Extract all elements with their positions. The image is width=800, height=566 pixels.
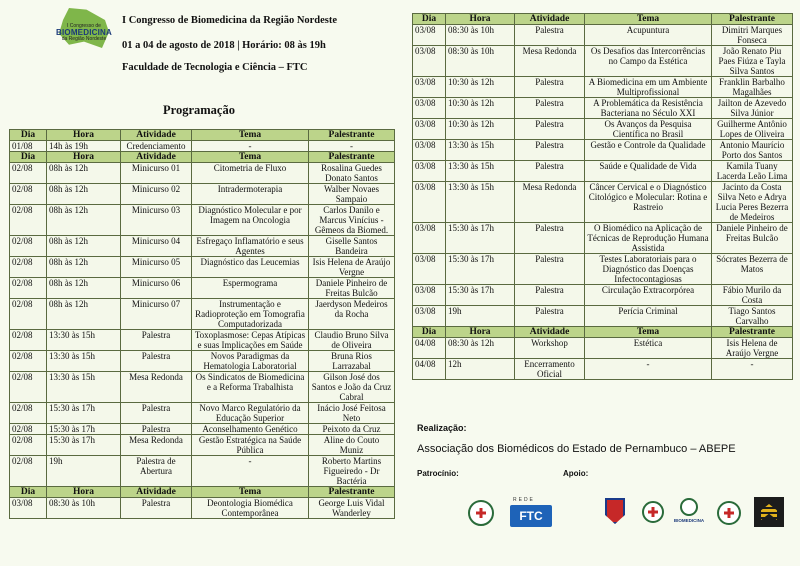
schedule-table-left [9,129,395,519]
cell-palestrante: George Luis Vidal Wanderley [309,498,395,519]
cell-tema: Câncer Cervical e o Diagnóstico Citológico e Molecular: Rotina e Rastreio [585,182,712,223]
cell-dia: 02/08 [10,435,47,456]
abepe-logo-text: BIOMEDICINA [673,518,705,523]
cell-tema: Gestão Estratégica na Saúde Pública [192,435,309,456]
cell-tema: Diagnóstico Molecular e por Imagem na Oncologia [192,205,309,236]
cell-atividade: Palestra [121,403,192,424]
cell-tema: Acupuntura [585,25,712,46]
cell-dia: 03/08 [413,306,446,327]
cell-palestrante: Franklin Barbalho Magalhães [712,77,793,98]
cell-dia: 02/08 [10,456,47,487]
logo-line-3: da Região Nordeste [61,36,107,42]
cell-tema: - [585,359,712,380]
cell-hora: 08h às 12h [47,205,121,236]
cell-palestrante: Tiago Santos Carvalho [712,306,793,327]
cell-dia: 02/08 [10,257,47,278]
table-row [413,140,793,161]
table-row [413,182,793,223]
cell-tema: - [192,456,309,487]
table-header-row [413,327,793,338]
patrocinio-label: Patrocínio: [417,469,459,478]
cell-palestrante: Inácio José Feitosa Neto [309,403,395,424]
column-header-dia: Dia [10,487,47,498]
cell-atividade: Palestra [515,285,585,306]
cell-atividade: Minicurso 05 [121,257,192,278]
table-row [10,330,395,351]
cell-atividade: Mesa Redonda [121,372,192,403]
cell-atividade: Minicurso 04 [121,236,192,257]
cell-tema: Citometria de Fluxo [192,163,309,184]
cell-dia: 02/08 [10,351,47,372]
column-header-hora: Hora [47,487,121,498]
cell-hora: 08:30 às 12h [446,338,515,359]
table-row [10,435,395,456]
cell-hora: 10:30 às 12h [446,98,515,119]
cell-hora: 19h [47,456,121,487]
cell-palestrante: Roberto Martins Figueiredo - Dr Bactéria [309,456,395,487]
cell-dia: 03/08 [413,25,446,46]
cell-atividade: Palestra [121,424,192,435]
cell-palestrante: Gilson José dos Santos e João da Cruz Cabral [309,372,395,403]
abepe-logo [670,498,708,528]
cell-hora: 14h às 19h [47,141,121,152]
cell-tema: Diagnóstico das Leucemias [192,257,309,278]
cell-palestrante: Jacinto da Costa Silva Neto e Adrya Lucia Peres Bezerra de Medeiros [712,182,793,223]
cell-palestrante: Jaerdyson Medeiros da Rocha [309,299,395,330]
column-header-tema: Tema [192,130,309,141]
cell-hora: 08h às 12h [47,299,121,330]
cell-tema: Deontologia Biomédica Contemporânea [192,498,309,519]
cell-hora: 08:30 às 10h [47,498,121,519]
table-row [10,299,395,330]
cell-hora: 15:30 às 17h [47,403,121,424]
column-header-atividade: Atividade [515,14,585,25]
cell-hora: 15:30 às 17h [47,435,121,456]
cell-atividade: Credenciamento [121,141,192,152]
table-row [413,98,793,119]
table-row [10,236,395,257]
cell-dia: 04/08 [413,359,446,380]
column-header-palestrante: Palestrante [309,130,395,141]
cell-dia: 03/08 [413,98,446,119]
column-header-palestrante: Palestrante [712,327,793,338]
table-row [413,161,793,182]
cell-hora: 08h às 12h [47,236,121,257]
cell-tema: - [192,141,309,152]
cell-tema: Espermograma [192,278,309,299]
cell-palestrante: Isis Helena de Araújo Vergne [712,338,793,359]
table-row [10,184,395,205]
cell-atividade: Palestra [515,306,585,327]
cell-dia: 04/08 [413,338,446,359]
cell-tema: Instrumentação e Radioproteção em Tomografia Computadorizada [192,299,309,330]
table-row [10,498,395,519]
cell-atividade: Minicurso 01 [121,163,192,184]
cell-atividade: Mesa Redonda [121,435,192,456]
cell-tema: Intradermoterapia [192,184,309,205]
column-header-palestrante: Palestrante [712,14,793,25]
table-row [10,372,395,403]
cell-dia: 02/08 [10,163,47,184]
column-header-tema: Tema [192,152,309,163]
cell-palestrante: - [712,359,793,380]
cell-tema: Estética [585,338,712,359]
cell-dia: 03/08 [413,77,446,98]
cell-dia: 03/08 [413,285,446,306]
cell-atividade: Palestra [515,223,585,254]
congress-logo [51,8,113,60]
column-header-hora: Hora [446,14,515,25]
cell-palestrante: Peixoto da Cruz [309,424,395,435]
schedule-table-right [412,13,793,380]
column-header-palestrante: Palestrante [309,152,395,163]
cell-palestrante: Fábio Murilo da Costa [712,285,793,306]
event-place: Faculdade de Tecnologia e Ciência – FTC [122,62,308,73]
cell-hora: 08:30 às 10h [446,46,515,77]
abepe-cross-icon [680,498,698,516]
cell-hora: 08:30 às 10h [446,25,515,46]
cell-palestrante: Rosalina Guedes Donato Santos [309,163,395,184]
cell-tema: Testes Laboratoriais para o Diagnóstico das Doenças Infectocontagiosas [585,254,712,285]
cell-palestrante: Walber Novaes Sampaio [309,184,395,205]
support-emblem-logo [754,497,784,527]
cell-palestrante: Claudio Bruno Silva de Oliveira [309,330,395,351]
cell-tema: Gestão e Controle da Qualidade [585,140,712,161]
column-header-hora: Hora [47,152,121,163]
event-date: 01 a 04 de agosto de 2018 | Horário: 08 às 19h [122,40,326,51]
cell-palestrante: Antonio Maurício Porto dos Santos [712,140,793,161]
cell-dia: 03/08 [413,46,446,77]
cell-palestrante: Daniele Pinheiro de Freitas Bulcão [309,278,395,299]
cell-dia: 02/08 [10,403,47,424]
cell-tema: Os Sindicatos de Biomedicina e a Reforma Trabalhista [192,372,309,403]
table-row [10,141,395,152]
cell-atividade: Mesa Redonda [515,46,585,77]
cell-atividade: Palestra [515,140,585,161]
cell-palestrante: - [309,141,395,152]
cell-tema: Novo Marco Regulatório da Educação Superior [192,403,309,424]
table-header-row [413,14,793,25]
cell-atividade: Palestra [515,98,585,119]
cell-dia: 02/08 [10,372,47,403]
cell-hora: 08h às 12h [47,184,121,205]
column-header-hora: Hora [446,327,515,338]
cell-dia: 03/08 [10,498,47,519]
ftc-logo: FTC [510,505,552,527]
cell-atividade: Minicurso 07 [121,299,192,330]
cell-atividade: Palestra [515,119,585,140]
cell-tema: Os Desafios das Intercorrências no Campo da Estética [585,46,712,77]
table-row [413,359,793,380]
programacao-title: Programação [163,103,235,117]
event-header [6,4,406,78]
cell-atividade: Palestra [515,25,585,46]
table-row [10,424,395,435]
cell-tema: Saúde e Qualidade de Vida [585,161,712,182]
table-row [413,254,793,285]
realizacao-label: Realização: [417,423,467,433]
cell-hora: 15:30 às 17h [47,424,121,435]
logo-line-1: I Congresso de [67,23,101,29]
cell-palestrante: Giselle Santos Bandeira [309,236,395,257]
cell-palestrante: Isis Helena de Araújo Vergne [309,257,395,278]
column-header-tema: Tema [585,14,712,25]
cell-tema: Circulação Extracorpórea [585,285,712,306]
column-header-atividade: Atividade [121,130,192,141]
cell-atividade: Workshop [515,338,585,359]
cell-hora: 13:30 às 15h [47,372,121,403]
cell-atividade: Minicurso 03 [121,205,192,236]
cell-tema: Os Avanços da Pesquisa Científica no Brasil [585,119,712,140]
table-row [10,257,395,278]
cell-atividade: Mesa Redonda [515,182,585,223]
cell-atividade: Palestra [121,498,192,519]
cell-dia: 02/08 [10,424,47,435]
cell-dia: 02/08 [10,236,47,257]
cell-hora: 08h às 12h [47,257,121,278]
cell-tema: Esfregaço Inflamatório e seus Agentes [192,236,309,257]
table-row [10,163,395,184]
cell-palestrante: Sócrates Bezerra de Matos [712,254,793,285]
cell-palestrante: Aline do Couto Muniz [309,435,395,456]
cell-hora: 12h [446,359,515,380]
cell-dia: 03/08 [413,161,446,182]
cell-hora: 10:30 às 12h [446,77,515,98]
cell-tema: Aconselhamento Genético [192,424,309,435]
table-row [413,338,793,359]
cell-hora: 15:30 às 17h [446,254,515,285]
apoio-label: Apoio: [563,469,589,478]
cell-palestrante: Carlos Danilo e Marcus Vinícius - Gêmeos da Biomed. [309,205,395,236]
table-row [413,306,793,327]
cell-hora: 15:30 às 17h [446,223,515,254]
cell-hora: 10:30 às 12h [446,119,515,140]
support-seal-logo-2 [717,501,741,525]
rede-label: REDE [513,497,535,503]
cell-palestrante: Jailton de Azevedo Silva Júnior [712,98,793,119]
column-header-hora: Hora [47,130,121,141]
cell-palestrante: Bruna Rios Larrazabal [309,351,395,372]
cell-atividade: Minicurso 06 [121,278,192,299]
cell-hora: 13:30 às 15h [446,161,515,182]
table-row [10,278,395,299]
cell-atividade: Palestra [515,77,585,98]
table-row [413,119,793,140]
cell-dia: 02/08 [10,278,47,299]
cell-tema: O Biomédico na Aplicação de Técnicas de Reprodução Humana Assistida [585,223,712,254]
table-row [10,403,395,424]
cell-atividade: Minicurso 02 [121,184,192,205]
cell-tema: A Biomedicina em um Ambiente Multiprofissional [585,77,712,98]
cell-atividade: Encerramento Oficial [515,359,585,380]
event-title: I Congresso de Biomedicina da Região Nordeste [122,15,338,26]
cell-palestrante: Dimitri Marques Fonseca [712,25,793,46]
cell-dia: 03/08 [413,254,446,285]
cell-hora: 13:30 às 15h [446,182,515,223]
column-header-atividade: Atividade [121,152,192,163]
column-header-dia: Dia [10,152,47,163]
column-header-dia: Dia [10,130,47,141]
column-header-atividade: Atividade [515,327,585,338]
shield-logo [605,498,625,524]
table-header-row [10,487,395,498]
cell-tema: A Problemática da Resistência Bacteriana no Século XXI [585,98,712,119]
support-seal-logo-1 [642,501,664,523]
table-row [413,285,793,306]
sponsor-seal-logo [468,500,494,526]
cell-hora: 08h às 12h [47,163,121,184]
table-row [10,351,395,372]
cell-hora: 13:30 às 15h [446,140,515,161]
table-row [413,77,793,98]
column-header-tema: Tema [192,487,309,498]
cell-palestrante: João Renato Piu Paes Fiúza e Tayla Silva Santos [712,46,793,77]
cell-atividade: Palestra [515,254,585,285]
cell-palestrante: Daniele Pinheiro de Freitas Bulcão [712,223,793,254]
cell-dia: 03/08 [413,119,446,140]
table-header-row [10,130,395,141]
cell-atividade: Palestra [515,161,585,182]
table-header-row [10,152,395,163]
cell-hora: 15:30 às 17h [446,285,515,306]
cell-dia: 03/08 [413,140,446,161]
cell-dia: 03/08 [413,182,446,223]
cell-atividade: Palestra [121,351,192,372]
cell-tema: Toxoplasmose: Cepas Atípicas e suas Implicações em Saúde [192,330,309,351]
table-row [413,25,793,46]
table-row [10,205,395,236]
column-header-atividade: Atividade [121,487,192,498]
logo-line-2: BIOMEDICINA [56,28,112,37]
cell-hora: 13:30 às 15h [47,330,121,351]
cell-dia: 02/08 [10,205,47,236]
column-header-palestrante: Palestrante [309,487,395,498]
cell-hora: 13:30 às 15h [47,351,121,372]
cell-palestrante: Kamila Tuany Lacerda Leão Lima [712,161,793,182]
table-row [413,46,793,77]
table-row [10,456,395,487]
cell-palestrante: Guilherme Antônio Lopes de Oliveira [712,119,793,140]
cell-dia: 03/08 [413,223,446,254]
column-header-tema: Tema [585,327,712,338]
cell-dia: 02/08 [10,299,47,330]
cell-tema: Novos Paradigmas da Hematologia Laboratorial [192,351,309,372]
cell-atividade: Palestra [121,330,192,351]
cell-atividade: Palestra de Abertura [121,456,192,487]
column-header-dia: Dia [413,327,446,338]
table-row [413,223,793,254]
cell-dia: 02/08 [10,184,47,205]
realizacao-org: Associação dos Biomédicos do Estado de Pernambuco – ABEPE [417,443,736,455]
cell-hora: 19h [446,306,515,327]
cell-tema: Perícia Criminal [585,306,712,327]
cell-dia: 01/08 [10,141,47,152]
cell-dia: 02/08 [10,330,47,351]
cell-hora: 08h às 12h [47,278,121,299]
column-header-dia: Dia [413,14,446,25]
